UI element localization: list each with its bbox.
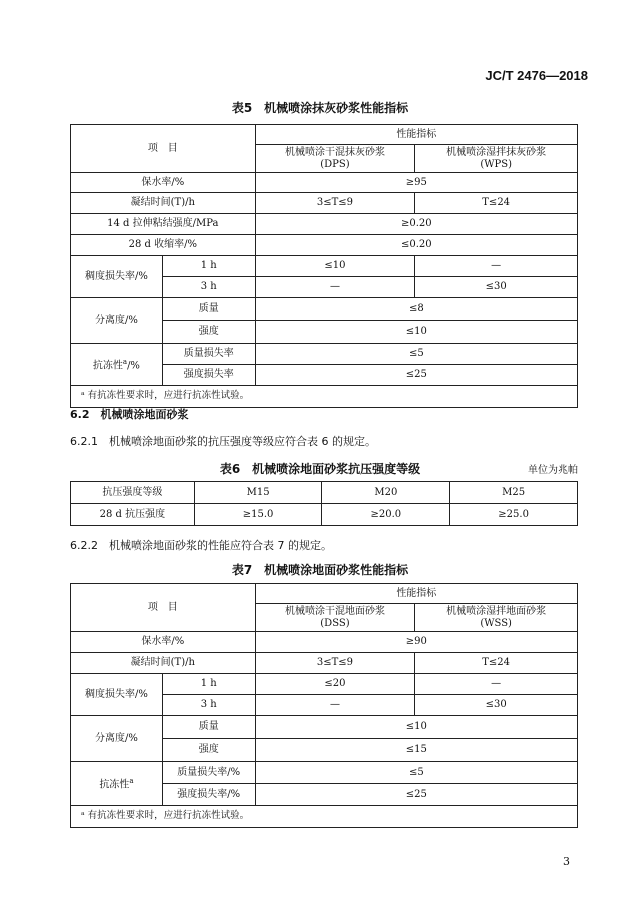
table7-row-label: 凝结时间(T)/h: [71, 653, 256, 674]
table5-footnote: ᵃ 有抗冻性要求时，应进行抗冻性试验。: [71, 386, 578, 408]
table7-cell: —: [255, 695, 415, 716]
table5-col-a: 机械喷涂干混抹灰砂浆 (DPS): [255, 145, 415, 173]
table5-row-label: 分离度/%: [71, 298, 163, 344]
table5-cell: ≤25: [255, 365, 577, 386]
table7-cell: —: [415, 674, 578, 695]
table5-cell: —: [255, 277, 415, 298]
para-6-2-2: 6.2.2 机械喷涂地面砂浆的性能应符合表 7 的规定。: [70, 539, 332, 552]
table5-row-label: 抗冻性$^a$/%: [71, 344, 163, 386]
table6: [70, 481, 578, 526]
table7-cell: 3≤T≤9: [255, 653, 415, 674]
table6-header: M25: [450, 482, 578, 504]
table5-cell: T≤24: [415, 193, 578, 214]
table5-caption: 表5 机械喷涂抹灰砂浆性能指标: [231, 101, 409, 115]
table5-item-header: 项 目: [71, 125, 256, 173]
table5-cell: —: [415, 256, 578, 277]
table6-row-label: 28 d 抗压强度: [71, 504, 195, 526]
standard-number: JC/T 2476—2018: [485, 68, 588, 83]
table7-cell: ≤30: [415, 695, 578, 716]
table5-cell: 3≤T≤9: [255, 193, 415, 214]
table5-cell: ≤10: [255, 256, 415, 277]
table5-cell: ≤8: [255, 298, 577, 321]
table6-header: M20: [322, 482, 450, 504]
table7-cell: T≤24: [415, 653, 578, 674]
table7-cell: ≤15: [255, 739, 577, 762]
table5-row-label: 14 d 拉伸粘结强度/MPa: [71, 214, 256, 235]
table5-perf-header: 性能指标: [255, 125, 577, 145]
table6-cell: ≥25.0: [450, 504, 578, 526]
table5-sub-label: 强度: [162, 321, 255, 344]
table5-row-label: 28 d 收缩率/%: [71, 235, 256, 256]
table7-row-label: 稠度损失率/%: [71, 674, 163, 716]
table7-row-label: 保水率/%: [71, 632, 256, 653]
page-number: 3: [563, 855, 570, 868]
para-6-2-1: 6.2.1 机械喷涂地面砂浆的抗压强度等级应符合表 6 的规定。: [70, 435, 376, 448]
table5-cell: ≤30: [415, 277, 578, 298]
table7-sub-label: 1 h: [162, 674, 255, 695]
table5-sub-label: 3 h: [162, 277, 255, 298]
table5-row-label: 稠度损失率/%: [71, 256, 163, 298]
table6-header: 抗压强度等级: [71, 482, 195, 504]
table6-header: M15: [194, 482, 322, 504]
table5: [70, 124, 578, 408]
table5-cell: ≤5: [255, 344, 577, 365]
table5-sub-label: 质量损失率: [162, 344, 255, 365]
table6-cell: ≥20.0: [322, 504, 450, 526]
table5-row-label: 保水率/%: [71, 173, 256, 193]
table7-sub-label: 强度损失率/%: [162, 784, 255, 806]
table7-perf-header: 性能指标: [255, 584, 577, 604]
table5-row-label: 凝结时间(T)/h: [71, 193, 256, 214]
table7-sub-label: 3 h: [162, 695, 255, 716]
table7-col-a: 机械喷涂干混地面砂浆 (DSS): [255, 604, 415, 632]
table5-cell: ≥0.20: [255, 214, 577, 235]
table7-row-label: 分离度/%: [71, 716, 163, 762]
table7-row-label: 抗冻性$^a$: [71, 762, 163, 806]
section-6-2-title: 6.2 机械喷涂地面砂浆: [70, 408, 189, 421]
table7-cell: ≤10: [255, 716, 577, 739]
table7-item-header: 项 目: [71, 584, 256, 632]
table5-sub-label: 强度损失率: [162, 365, 255, 386]
table7-sub-label: 质量损失率/%: [162, 762, 255, 784]
table7-cell: ≥90: [255, 632, 577, 653]
table7-col-b: 机械喷涂湿拌地面砂浆 (WSS): [415, 604, 578, 632]
table7: [70, 583, 578, 828]
table7-cell: ≤5: [255, 762, 577, 784]
table7-cell: ≤20: [255, 674, 415, 695]
table7-cell: ≤25: [255, 784, 577, 806]
table5-cell: ≤10: [255, 321, 577, 344]
table6-cell: ≥15.0: [194, 504, 322, 526]
table5-sub-label: 1 h: [162, 256, 255, 277]
table7-footnote: ᵃ 有抗冻性要求时，应进行抗冻性试验。: [71, 806, 578, 828]
table5-cell: ≥95: [255, 173, 577, 193]
table5-cell: ≤0.20: [255, 235, 577, 256]
table5-sub-label: 质量: [162, 298, 255, 321]
table7-sub-label: 强度: [162, 739, 255, 762]
table7-caption: 表7 机械喷涂地面砂浆性能指标: [231, 563, 409, 577]
table5-col-b: 机械喷涂湿拌抹灰砂浆 (WPS): [415, 145, 578, 173]
table6-caption: 表6 机械喷涂地面砂浆抗压强度等级: [219, 462, 421, 476]
table7-sub-label: 质量: [162, 716, 255, 739]
table6-unit: 单位为兆帕: [528, 465, 578, 476]
